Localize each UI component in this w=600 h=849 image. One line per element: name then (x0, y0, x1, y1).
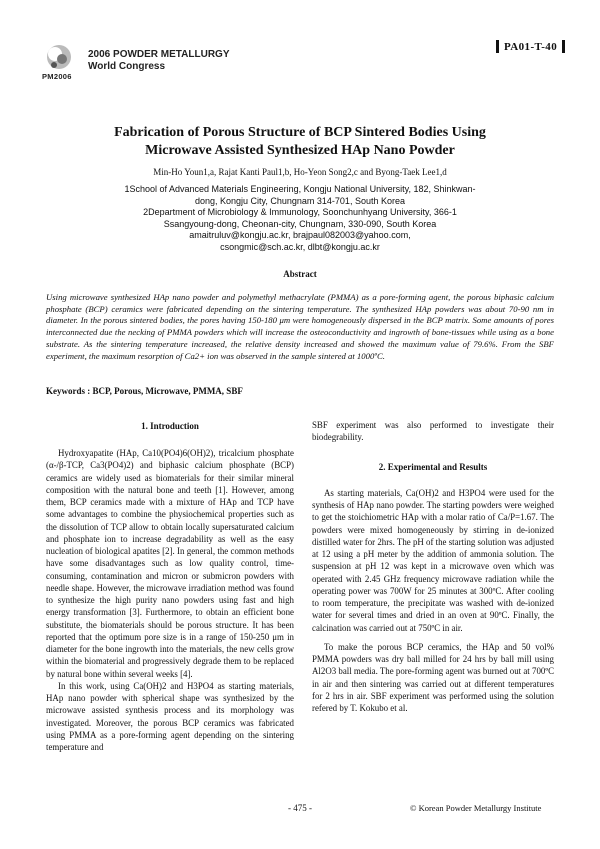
keywords: Keywords : BCP, Porous, Microwave, PMMA, SBF (46, 386, 243, 396)
title-line-1: Fabrication of Porous Structure of BCP Sintered Bodies Using (114, 125, 486, 140)
abstract-heading: Abstract (283, 269, 317, 279)
conference-line-2: World Congress (88, 61, 166, 72)
conference-name (88, 49, 230, 73)
section-heading-introduction: 1. Introduction (141, 421, 199, 431)
paper-id-tag (496, 40, 565, 53)
right-column (312, 419, 554, 714)
left-column (46, 447, 294, 753)
left-bar-decoration (496, 40, 499, 53)
affiliations (40, 184, 560, 254)
affiliation-line: 2Department of Microbiology & Immunology, Soonchunhyang University, 366-1 (143, 207, 457, 218)
intro-paragraph-2: In this work, using Ca(OH)2 and H3PO4 as starting materials, HAp nano powder with spherical shape was synthesized by the microwave assisted synthesis process and its morphology was investigated. Moreover, the porous BCP ceramics was fabricated using PMMA as a pore-forming agent depending on the sintering temperature and (46, 680, 294, 752)
experimental-paragraph-1: As starting materials, Ca(OH)2 and H3PO4 were used for the synthesis of HAp nano powder. The starting powders were weighed to get the stoichiometric HAp with a molar ratio of Ca/P=1.67. The powders were mixed homogeneously by stirring in de-ionized distilled water for 2hrs. The pH of the starting solution was adjusted at 12 using a pH meter by the addition of ammonia solution. The suspension at pH 12 was kept in a microwave oven which was operated with 2.45 GHz frequency microwave radiation while the operating power was 700W for 25 minutes at 300ºC. After cooling to room temperature, the precipitate was washed with de-ionized water for several times and dried in an oven at 90ºC. Finally, the calcination was carried out at 750ºC in air. (312, 487, 554, 633)
section-heading-experimental: 2. Experimental and Results (378, 461, 488, 472)
logo-year: PM2006 (42, 72, 72, 81)
abstract-text: Using microwave synthesized HAp nano powder and polymethyl methacrylate (PMMA) as a pore-forming agent, the porous biphasic calcium phosphate (BCP) ceramics were fabricated depending on the sintering temperature. The synthesized HAp powders was about 70-90 nm in diameter. In the porous sintered bodies, the pores having 150-180 μm were homogeneously dispersed in the BCP matrix. Some amounts of pores interconnected due the necking of PMMA powders which will increase the osteoconductivity and ingrowth of bone-tissues while using as a bone substrate. As the sintering temperature increased, the relative density increased and showed the maximum value of 79.6%. From the SBF experiment, the maximum resorption of Ca2+ ion was observed in the sample sintered at 1000ºC. (46, 292, 554, 361)
affiliation-line: 1School of Advanced Materials Engineering, Kongju National University, 182, Shinkwan- (124, 184, 476, 194)
paper-title (40, 124, 560, 160)
email-line: amaitruluv@kongju.ac.kr, brajpaul082003@yahoo.com, (189, 230, 411, 241)
intro-continuation: SBF experiment was also performed to investigate their biodegrability. (312, 420, 554, 443)
conference-line-1: 2006 POWDER METALLURGY (88, 49, 230, 60)
affiliation-line: Ssangyoung-dong, Cheonan-city, Chungnam, 330-090, South Korea (163, 218, 437, 229)
intro-paragraph-1: Hydroxyapatite (HAp, Ca10(PO4)6(OH)2), tricalcium phosphate (α-/β-TCP, Ca3(PO4)2) and biphasic calcium phosphate (BCP) ceramics are widely used as biomaterials for their similar mineral composition with the natural bone and teeth [1]. However, among them, BCP ceramics made with a mixture of HAp and TCP have some advantages to combine the physiochemical properties such as the dissolution of TCP allow to obtain locally supersaturated calcium and phosphate ion to increase degradability as well as the easy nucleation of biological apatites [2]. In general, the common methods have some disadvantages such as low quality control, time-consuming, contamination and micron or submicron powders with needle shape. However, the microwave irradiation method was found to synthesize the high purity nano powders using fast and high energy transformation [3]. Furthermore, to obtain an efficient bone substitute, the biomaterials should be porous structure. It has been reported that the optimum pore size is in a range of 150-250 μm in diameter for the bone ingrowth into the materials, the new cells grow within the biomaterial and progressively degrade them to be replaced by natural bone within several weeks [4]. (46, 448, 294, 679)
email-line: csongmic@sch.ac.kr, dlbt@kongju.ac.kr (220, 241, 380, 252)
affiliation-line: dong, Kongju City, Chungnam 314-701, South Korea (195, 195, 405, 206)
page-number: - 475 - (288, 803, 312, 813)
paper-id-text: PA01-T-40 (504, 40, 558, 53)
title-line-2: Microwave Assisted Synthesized HAp Nano Powder (145, 143, 455, 158)
experimental-paragraph-2: To make the porous BCP ceramics, the HAp and 50 vol% PMMA powders was dry ball milled for 24 hrs by ball mill using Al2O3 ball media. The pore-forming agent was burned out at 700ºC in air and then sintering was carried out at different temperatures for 2 hrs in air. SBF experiment was performed using the solution refered by T. Kokubo et al. (312, 641, 554, 713)
right-bar-decoration (562, 40, 565, 53)
copyright-notice: © Korean Powder Metallurgy Institute (410, 803, 542, 813)
author-list: Min-Ho Youn1,a, Rajat Kanti Paul1,b, Ho-Yeon Song2,c and Byong-Taek Lee1,d (153, 167, 447, 177)
